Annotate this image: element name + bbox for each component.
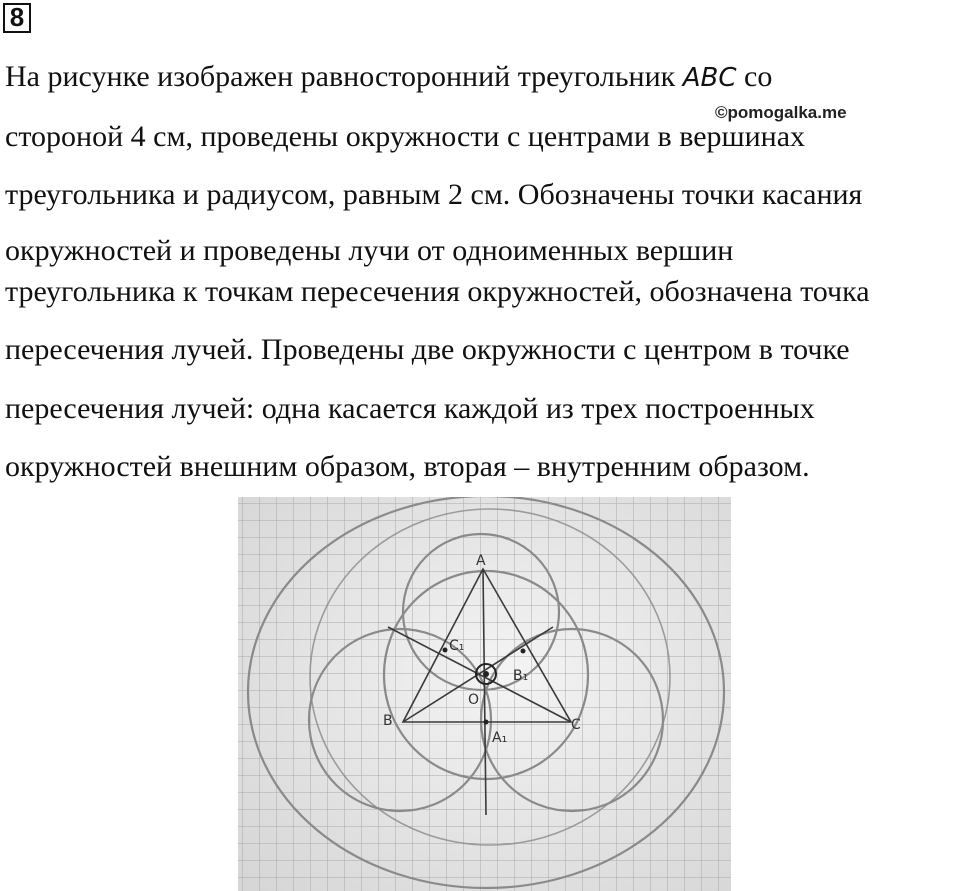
text-line-1-start: На рисунке изображен равносторонний треугольник [5,60,683,93]
label-O: O [468,692,480,708]
label-C: C [571,717,581,733]
point-A1 [484,720,489,725]
text-line-7: пересечения лучей: одна касается каждой из трех построенных [5,392,815,425]
text-line-3: треугольника и радиусом, равным 2 см. Обозначены точки касания [5,178,863,211]
label-A1: A₁ [492,730,508,746]
label-C1: C₁ [449,638,465,654]
figure-svg [238,497,731,891]
text-line-1-end: со [736,60,773,93]
triangle-name: ABC [682,63,737,93]
text-line-1 [5,60,772,95]
text-line-2: стороной 4 см, проведены окружности с центрами в вершинах [5,120,806,153]
label-B1: B₁ [513,668,529,684]
geometry-figure-photo [238,497,731,891]
text-line-5: треугольника к точкам пересечения окружностей, обозначена точка [5,275,870,308]
point-C1 [443,648,448,653]
point-O [483,671,489,677]
problem-number: 8 [3,3,31,33]
text-line-6: пересечения лучей. Проведены две окружности с центром в точке [5,333,850,366]
label-A: A [476,553,486,569]
watermark: ©pomogalka.me [715,103,847,122]
point-B1 [521,649,526,654]
text-line-4: окружностей и проведены лучи от одноименных вершин [5,234,734,267]
label-B: B [383,713,393,729]
text-line-8: окружностей внешним образом, вторая – внутренним образом. [5,450,810,483]
